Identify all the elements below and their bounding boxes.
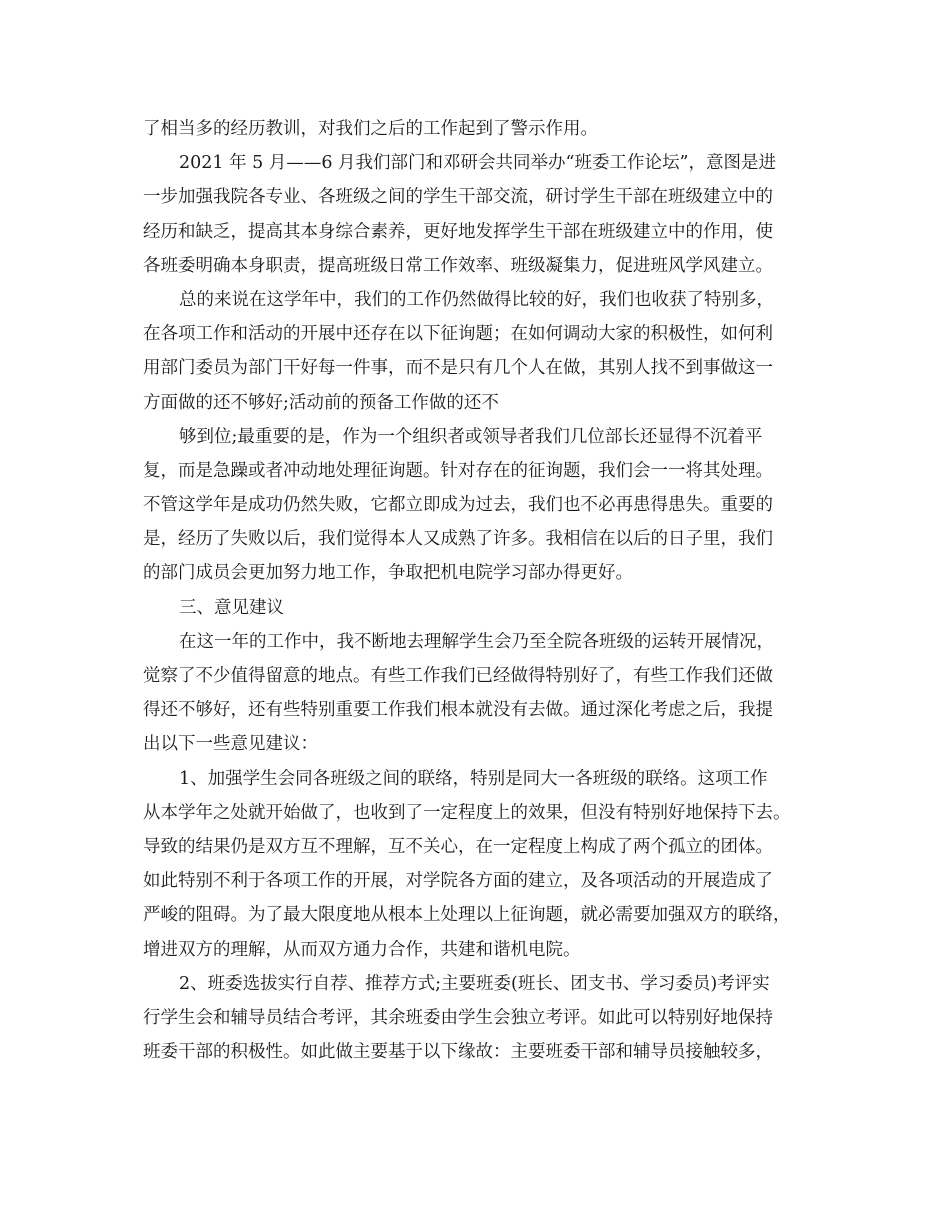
text-line: 从本学年之处就开始做了，也收到了一定程度上的效果，但没有特别好地保持下去。 (143, 802, 791, 823)
text-line: 复，而是急躁或者冲动地处理征询题。针对存在的征询题，我们会一一将其处理。 (143, 460, 773, 481)
text-line: 增进双方的理解，从而双方通力合作，共建和谐机电院。 (143, 939, 581, 960)
text-line: 严峻的阻碍。为了最大限度地从根本上处理以上征询题，就必需要加强双方的联络， (143, 905, 791, 926)
text-line: 导致的结果仍是双方互不理解，互不关心，在一定程度上构成了两个孤立的团体。 (143, 836, 773, 857)
text-line: 2、班委选拔实行自荐、推荐方式;主要班委(班长、团支书、学习委员)考评实 (179, 973, 770, 994)
text-line: 了相当多的经历教训，对我们之后的工作起到了警示作用。 (143, 119, 598, 139)
text-line: 班委干部的积极性。如此做主要基于以下缘故：主要班委干部和辅导员接触较多， (143, 1042, 773, 1063)
text-line: 是，经历了失败以后，我们觉得本人又成熟了许多。我相信在以后的日子里，我们 (143, 529, 773, 550)
document-body (143, 112, 823, 1069)
text-line: 不管这学年是成功仍然失败，它都立即成为过去，我们也不必再患得患失。重要的 (143, 495, 773, 516)
text-line: 出以下一些意见建议： (143, 734, 318, 755)
text-line: 三、意见建议 (179, 597, 284, 618)
text-line: 在这一年的工作中，我不断地去理解学生会乃至全院各班级的运转开展情况， (179, 631, 774, 652)
text-line: 方面做的还不够好;活动前的预备工作做的还不 (143, 392, 499, 413)
text-line: 1、加强学生会同各班级之间的联络，特别是同大一各班级的联络。这项工作 (179, 768, 768, 789)
text-line: 的部门成员会更加努力地工作，争取把机电院学习部办得更好。 (143, 563, 633, 584)
text-line: 2021 年 5 月——6 月我们部门和邓研会共同举办“班委工作论坛”，意图是进 (179, 153, 776, 174)
text-line: 一步加强我院各专业、各班级之间的学生干部交流，研讨学生干部在班级建立中的 (143, 187, 773, 208)
text-line: 如此特别不利于各项工作的开展，对学院各方面的建立，及各项活动的开展造成了 (143, 871, 773, 892)
text-line: 经历和缺乏，提高其本身综合素养，更好地发挥学生干部在班级建立中的作用，使 (143, 221, 773, 242)
text-line: 各班委明确本身职责，提高班级日常工作效率、班级凝集力，促进班风学风建立。 (143, 255, 773, 276)
text-line: 觉察了不少值得留意的地点。有些工作我们已经做得特别好了，有些工作我们还做 (143, 666, 773, 686)
text-line: 得还不够好，还有些特别重要工作我们根本就没有去做。通过深化考虑之后，我提 (143, 700, 773, 721)
text-line: 够到位;最重要的是，作为一个组织者或领导者我们几位部长还显得不沉着平 (179, 426, 763, 447)
text-line: 用部门委员为部门干好每一件事，而不是只有几个人在做，其别人找不到事做这一 (143, 358, 773, 379)
text-line: 行学生会和辅导员结合考评，其余班委由学生会独立考评。如此可以特别好地保持 (143, 1007, 773, 1028)
text-line: 总的来说在这学年中，我们的工作仍然做得比较的好，我们也收获了特别多， (179, 289, 774, 310)
text-line: 在各项工作和活动的开展中还存在以下征询题；在如何调动大家的积极性，如何利 (143, 324, 773, 345)
